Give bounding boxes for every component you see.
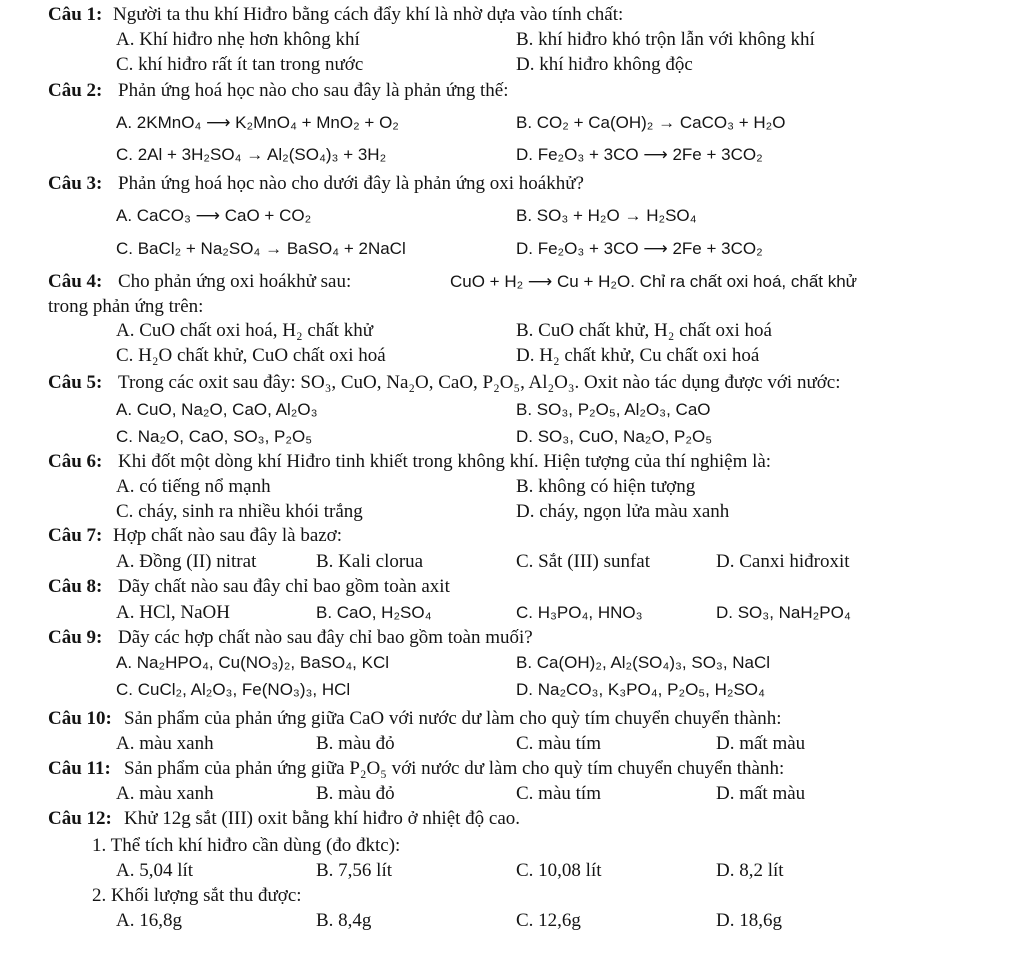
question-6: [0, 449, 1024, 475]
option-c: C. Na₂O, CaO, SO₃, P₂O₅: [116, 427, 313, 446]
option-row: [0, 858, 1024, 884]
option-a: A. màu xanh: [116, 733, 214, 754]
question-label: Câu 3:: [48, 173, 103, 194]
option-c: C. khí hiđro rất ít tan trong nước: [116, 54, 364, 75]
question-equation: CuO + H₂ ⟶ Cu + H₂O. Chỉ ra chất oxi hoá, chất khử: [450, 272, 858, 291]
option-b: B. 8,4g: [316, 910, 372, 931]
option-c: C. 10,08 lít: [516, 860, 602, 881]
question-label: Câu 6:: [48, 451, 103, 472]
option-c: C. cháy, sinh ra nhiều khói trắng: [116, 501, 363, 522]
question-text: Dãy chất nào sau đây chỉ bao gồm toàn axit: [118, 576, 450, 597]
option-row: [0, 318, 1024, 344]
option-a: A. 5,04 lít: [116, 860, 194, 881]
question-text: Cho phản ứng oxi hoákhử sau:: [118, 271, 352, 292]
question-label: Câu 4:: [48, 271, 103, 292]
option-d: D. SO₃, CuO, Na₂O, P₂O₅: [516, 427, 713, 446]
option-row: [0, 499, 1024, 525]
option-c: C. màu tím: [516, 783, 601, 804]
question-label: Câu 7:: [48, 525, 103, 546]
option-b: B. khí hiđro khó trộn lẫn với không khí: [516, 29, 815, 50]
option-row: [0, 731, 1024, 757]
question-3: [0, 171, 1024, 197]
option-d: D. Canxi hiđroxit: [716, 551, 850, 572]
option-a: A. 2KMnO₄ ⟶ K₂MnO₄ + MnO₂ + O₂: [116, 113, 399, 132]
sub-question-1: [0, 833, 1024, 859]
option-a: A. CuO, Na₂O, CaO, Al₂O₃: [116, 400, 318, 419]
question-text: Khử 12g sắt (III) oxit bằng khí hiđro ở nhiệt độ cao.: [124, 808, 521, 829]
option-c: C. BaCl₂ + Na₂SO₄ → BaSO₄ + 2NaCl: [116, 239, 406, 258]
option-d: D. Na₂CO₃, K₃PO₄, P₂O₅, H₂SO₄: [516, 680, 765, 699]
question-label: Câu 10:: [48, 708, 112, 729]
option-d: D. cháy, ngọn lửa màu xanh: [516, 501, 730, 522]
option-c: C. 12,6g: [516, 910, 581, 931]
question-12: [0, 806, 1024, 832]
question-text: trong phản ứng trên:: [48, 296, 204, 317]
option-d: D. 18,6g: [716, 910, 782, 931]
option-b: B. màu đỏ: [316, 783, 395, 804]
question-10: [0, 706, 1024, 732]
option-b: B. CaO, H₂SO₄: [316, 603, 432, 622]
option-row: [0, 600, 1024, 626]
sub-question-text: 1. Thể tích khí hiđro cần dùng (đo đktc):: [92, 835, 401, 856]
question-text: Dãy các hợp chất nào sau đây chỉ bao gồm toàn muối?: [118, 627, 533, 648]
option-c: C. Sắt (III) sunfat: [516, 551, 651, 572]
question-4: [0, 269, 1024, 295]
sub-question-text: 2. Khối lượng sắt thu được:: [92, 885, 302, 906]
option-d: D. mất màu: [716, 733, 806, 754]
option-row: [0, 236, 1024, 262]
option-a: A. HCl, NaOH: [116, 602, 230, 623]
question-9: [0, 625, 1024, 651]
option-row: [0, 424, 1024, 450]
option-a: A. Khí hiđro nhẹ hơn không khí: [116, 29, 360, 50]
question-text: Sản phẩm của phản ứng giữa CaO với nước dư làm cho quỳ tím chuyển chuyển thành:: [124, 708, 782, 729]
option-row: [0, 52, 1024, 78]
option-d: D. SO₃, NaH₂PO₄: [716, 603, 851, 622]
question-label: Câu 5:: [48, 372, 103, 393]
option-b: B. màu đỏ: [316, 733, 395, 754]
option-a: A. CaCO₃ ⟶ CaO + CO₂: [116, 206, 312, 225]
option-row: [0, 549, 1024, 575]
option-row: [0, 908, 1024, 934]
option-row: [0, 650, 1024, 676]
question-label: Câu 11:: [48, 758, 111, 779]
option-a: A. Đồng (II) nitrat: [116, 551, 257, 572]
option-a: A. có tiếng nổ mạnh: [116, 476, 271, 497]
option-d: D. khí hiđro không độc: [516, 54, 693, 75]
question-label: Câu 2:: [48, 80, 103, 101]
option-a: A. Na₂HPO₄, Cu(NO₃)₂, BaSO₄, KCl: [116, 653, 389, 672]
option-row: [0, 110, 1024, 136]
question-label: Câu 9:: [48, 627, 103, 648]
question-5: [0, 370, 1024, 396]
question-11: [0, 756, 1024, 782]
option-d: D. Fe₂O₃ + 3CO ⟶ 2Fe + 3CO₂: [516, 145, 763, 164]
question-text: Sản phẩm của phản ứng giữa P₂O₅ với nước dư làm cho quỳ tím chuyển chuyển thành:: [124, 758, 785, 779]
question-2: [0, 78, 1024, 104]
option-d: D. 8,2 lít: [716, 860, 784, 881]
option-c: C. H₂O chất khử, CuO chất oxi hoá: [116, 345, 386, 366]
option-a: A. CuO chất oxi hoá, H₂ chất khử: [116, 320, 374, 341]
option-row: [0, 781, 1024, 807]
option-b: B. CuO chất khử, H₂ chất oxi hoá: [516, 320, 772, 341]
option-row: [0, 677, 1024, 703]
question-text: Khi đốt một dòng khí Hiđro tinh khiết trong không khí. Hiện tượng của thí nghiệm là:: [118, 451, 772, 472]
option-b: B. Kali clorua: [316, 551, 424, 572]
option-row: [0, 142, 1024, 168]
option-row: [0, 343, 1024, 369]
question-7: [0, 523, 1024, 549]
question-1: [0, 2, 1024, 28]
question-label: Câu 12:: [48, 808, 112, 829]
question-text: Phản ứng hoá học nào cho dưới đây là phản ứng oxi hoákhử?: [118, 173, 584, 194]
option-b: B. không có hiện tượng: [516, 476, 696, 497]
option-d: D. mất màu: [716, 783, 806, 804]
option-c: C. CuCl₂, Al₂O₃, Fe(NO₃)₃, HCl: [116, 680, 351, 699]
option-b: B. SO₃, P₂O₅, Al₂O₃, CaO: [516, 400, 711, 419]
option-row: [0, 27, 1024, 53]
question-text: Hợp chất nào sau đây là bazơ:: [113, 525, 343, 546]
option-b: B. Ca(OH)₂, Al₂(SO₄)₃, SO₃, NaCl: [516, 653, 771, 672]
option-c: C. màu tím: [516, 733, 601, 754]
question-label: Câu 1:: [48, 4, 103, 25]
option-c: C. 2Al + 3H₂SO₄ → Al₂(SO₄)₃ + 3H₂: [116, 145, 387, 164]
option-c: C. H₃PO₄, HNO₃: [516, 603, 643, 622]
option-a: A. màu xanh: [116, 783, 214, 804]
question-text: Phản ứng hoá học nào cho sau đây là phản ứng thế:: [118, 80, 509, 101]
option-row: [0, 203, 1024, 229]
option-b: B. CO₂ + Ca(OH)₂ → CaCO₃ + H₂O: [516, 113, 786, 132]
question-text: Trong các oxit sau đây: SO₃, CuO, Na₂O, CaO, P₂O₅, Al₂O₃. Oxit nào tác dụng được với nước:: [118, 372, 841, 393]
option-b: B. 7,56 lít: [316, 860, 393, 881]
option-d: D. H₂ chất khử, Cu chất oxi hoá: [516, 345, 760, 366]
question-label: Câu 8:: [48, 576, 103, 597]
question-text: Người ta thu khí Hiđro bằng cách đẩy khí là nhờ dựa vào tính chất:: [113, 4, 624, 25]
option-d: D. Fe₂O₃ + 3CO ⟶ 2Fe + 3CO₂: [516, 239, 763, 258]
option-b: B. SO₃ + H₂O → H₂SO₄: [516, 206, 697, 225]
option-row: [0, 474, 1024, 500]
question-4-continued: [0, 294, 1024, 320]
sub-question-2: [0, 883, 1024, 909]
question-8: [0, 574, 1024, 600]
option-a: A. 16,8g: [116, 910, 182, 931]
option-row: [0, 397, 1024, 423]
